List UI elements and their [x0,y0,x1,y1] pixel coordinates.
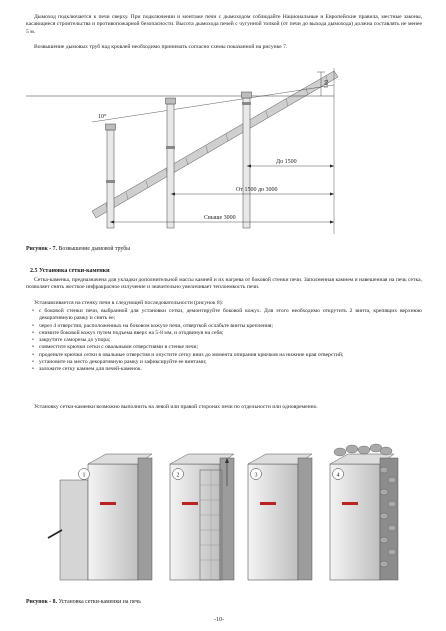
roof-slope [92,71,338,218]
angle-label: 10° [98,114,107,120]
list-item: • установите на место декоративную рамку и зафиксируйте ее винтами; [30,359,422,366]
list-item: • совместите крючки сетки с овальными отверстиями в стенке печи; [30,344,422,351]
installation-steps-list [30,308,422,374]
figure-7-caption-number: Рисунок - 7. [26,246,58,252]
intro-paragraph-1: Дымоход подключается к печи сверху. При подключении и монтаже печи с дымоходом соблюдайте Национальные и Европейские правила, местные законы, касающиеся строительства и противопожарной безопасности. Высота дымохода печей с чугунной топкой (от печи до выхода дымохода) должна составлять не менее 5 м. [26,14,422,35]
step-3-label: 3 [254,472,258,479]
list-item: • проденьте крючки сетки в овальные отверстия и опустите сетку вниз до момента опирания крючков на нижние края отверстий; [30,352,422,359]
step-4-stove [330,444,398,580]
dim-1500-label: До 1500 [276,159,297,165]
page-number: -10- [214,617,224,623]
figure-8-caption-number: Рисунок - 8. [26,599,58,605]
chimney-middle [166,98,176,228]
step-3-stove [248,454,312,580]
list-item: • снимите боковой кожух путем подъема вверх на 5-8 мм, и отодвинув на себя; [30,330,422,337]
step-2-label: 2 [176,472,180,479]
dim-1500-3000-label: От 1500 до 3000 [236,187,278,193]
angle-line [92,85,334,122]
intro-paragraph-2: Возвышение дымовых труб над кровлей необходимо принимать согласно схемы показанной на рисунке 7. [34,44,288,50]
chimney-far [106,124,116,228]
step-1-stove [48,454,152,580]
list-item: • с боковой стенки печи, выбранной для установки сетки, демонтируйте боковой кожух. Для этого необходимо открутить 2 винта, крепящих верхнюю декоративную рамку и снять ее; [30,308,422,323]
section-paragraph-2: Устанавливается на стенку печи в следующей последовательности (рисунок 8): [34,300,224,306]
list-item: • через 4 отверстия, расположенных на боковом кожухе печи, отверткой ослабьте винты крепления; [30,323,422,330]
step-1-label: 1 [82,472,86,479]
step-4-label: 4 [336,472,340,479]
chimney-near [242,92,252,228]
figure-7-caption [26,246,130,252]
figure-8-caption [26,599,141,605]
dim-500-label: 500 [324,79,330,88]
section-paragraph-1: Сетка-каменка, предназначена для укладки дополнительной массы камней и их нагрева от боковой стенки печи. Заполненная камнем и навешенная на печь сетка, позволяет снять жесткое инфракрасное излучение и значительно увеличивает теплоемкость печи. [26,277,422,291]
step-2-stove [170,454,234,580]
list-item: • заложите сетку камнем для печей-каменок. [30,366,422,373]
figure-8-caption-text: Установка сетки-каменки на печь [57,599,141,605]
section-heading: 2.5 Установка сетки-каменки [30,268,110,274]
dim-3000-label: Свыше 3000 [204,215,236,221]
figure-7-caption-text: Возвышение дымовой трубы [57,246,131,252]
section-paragraph-3: Установку сетки-каменки возможно выполнить на левой или правой сторонах печи по отдельности или одновременно. [34,404,318,410]
list-item: • закрутите саморезы до упора; [30,337,422,344]
figure-7-diagram [26,58,342,234]
figure-8-illustration [40,440,412,590]
